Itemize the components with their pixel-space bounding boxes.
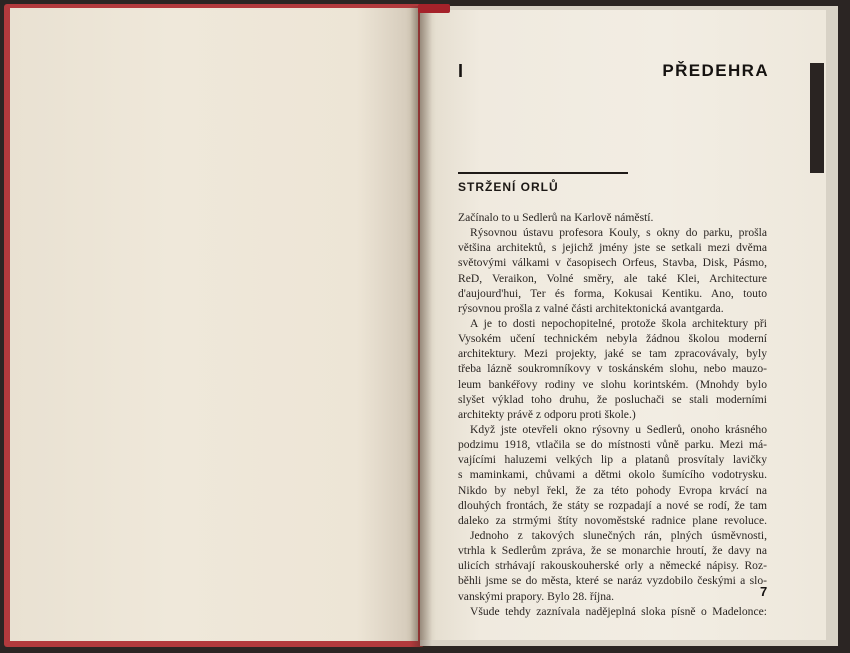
chapter-title: PŘEDEHRA bbox=[662, 61, 769, 80]
body-text bbox=[458, 210, 767, 619]
text-line: Všude tehdy zaznívala nadějeplná sloka písně o Madelonce: bbox=[470, 604, 767, 618]
text-line: Začínalo to u Sedlerů na Karlově náměstí. bbox=[458, 211, 654, 224]
text-line: většina architektů, s jejichž jmény jste se setkali mezi dvěma bbox=[458, 241, 767, 255]
section-title: STRŽENÍ ORLŮ bbox=[458, 180, 559, 194]
text-line: Nikdo by nebyl řekl, že za této pohody Evropa krvácí na bbox=[458, 483, 767, 497]
chapter-number: I bbox=[458, 61, 464, 81]
text-line: světovými válkami v časopisech Orfeus, Stavba, Disk, Pásmo, bbox=[458, 256, 767, 270]
left-page-blank bbox=[10, 8, 418, 641]
text-line: Vysokém učení technickém nebyla žádnou školou moderní bbox=[458, 332, 767, 346]
text-line: slyšet výklad toho druhu, že posluchači se stali moderními bbox=[458, 392, 767, 406]
chapter-thumb-tab bbox=[810, 63, 824, 173]
text-line: Jednoho z takových slunečných rán, plných úsměvnosti, bbox=[470, 528, 767, 542]
text-line: rýsovnou prošla z valné části architektonická avantgarda. bbox=[458, 301, 724, 315]
page-number: 7 bbox=[760, 584, 768, 599]
text-line: architekty právě z odporu proti škole.) bbox=[458, 407, 636, 421]
spine-gutter bbox=[410, 6, 432, 648]
text-line: s maminkami, chůvami a dětmi okolo šumícího vodotrysku. bbox=[458, 468, 767, 482]
text-line: leum bankéřovy rodiny ve slohu korintském. (Mnohdy bylo bbox=[458, 377, 767, 391]
text-line: třeba lázně soukromníkovy v toskánském slohu, nebo mauzo- bbox=[458, 362, 767, 376]
text-line: vtrhla k Sedlerům zpráva, že se monarchie hroutí, že davy na bbox=[458, 544, 767, 558]
text-line: běhli jsme se do města, které se naráz vyzdobilo českými a slo- bbox=[458, 574, 767, 588]
text-line: ReD, Veraikon, Volné směry, ale také Klei, Architecture bbox=[458, 271, 767, 285]
text-line: A je to dosti nepochopitelné, protože škola architektury při bbox=[470, 316, 767, 330]
bookmark-ribbon bbox=[418, 4, 450, 13]
text-line: Rýsovnou ústavu profesora Kouly, s okny do parku, prošla bbox=[470, 226, 767, 240]
text-line: daleko za strmými štíty novoměstské radnice plane revoluce. bbox=[458, 513, 767, 527]
text-line: d'aujourd'hui, Ter és forma, Kokusai Kentiku. Ano, touto bbox=[458, 286, 767, 300]
text-line: ulicích strhávají rakouskouherské orly a německé nápisy. Roz- bbox=[458, 559, 767, 573]
text-line: podzimu 1918, vtlačila se do místnosti vůně parku. Mezi má- bbox=[458, 438, 767, 452]
text-line: architektury. Mezi projekty, jaké se tam zpracovávaly, byly bbox=[458, 347, 767, 361]
section-rule bbox=[458, 172, 628, 174]
text-line: vanskými prapory. Bylo 28. října. bbox=[458, 589, 615, 603]
text-line: Když jste otevřeli okno rýsovny u Sedlerů, onoho krásného bbox=[470, 422, 767, 436]
text-line: dlouhých frontách, že státy se rozpadají a nové se rodí, že tam bbox=[458, 498, 767, 512]
text-line: vajícími haluzemi velkých lip a platanů prosvítaly lavičky bbox=[458, 453, 767, 467]
